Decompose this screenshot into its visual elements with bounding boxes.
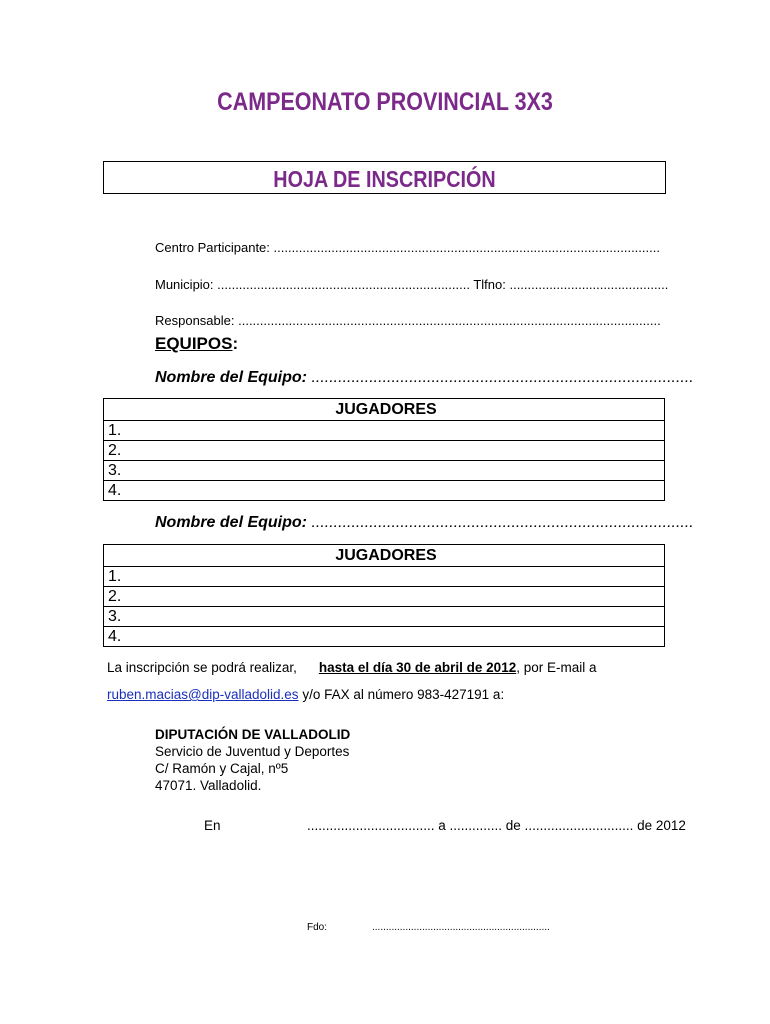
player-row[interactable]: 2. (104, 441, 665, 461)
team-name-dots: ...................................................................................... (307, 369, 694, 386)
player-row[interactable]: 2. (104, 587, 665, 607)
email-link[interactable]: ruben.macias@dip-valladolid.es (107, 687, 299, 702)
inscripcion-lead: La inscripción se podrá realizar, (107, 660, 297, 675)
date-place-field[interactable]: .................................. a .............. de ............................. de 2012 (307, 818, 686, 833)
subtitle-box (103, 161, 666, 194)
team-name-label: Nombre del Equipo: (155, 514, 307, 531)
city: 47071. Valladolid. (155, 778, 262, 793)
equipos-label: EQUIPOS (155, 334, 233, 353)
fax-text: y/o FAX al número 983-427191 a: (298, 687, 505, 702)
inscripcion-line (107, 660, 597, 675)
deadline-text: hasta el día 30 de abril de 2012 (318, 660, 517, 675)
team-name-label: Nombre del Equipo: (155, 369, 307, 386)
team-1-name-field[interactable] (155, 369, 694, 387)
team-2-players-table (103, 544, 665, 647)
inscripcion-after: , por E-mail a (516, 660, 597, 675)
contact-line (107, 687, 504, 702)
player-row[interactable]: 1. (104, 567, 665, 587)
players-header: JUGADORES (104, 545, 665, 567)
en-label: En (204, 818, 221, 833)
equipos-heading (155, 334, 238, 354)
player-row[interactable]: 1. (104, 421, 665, 441)
player-row[interactable]: 3. (104, 607, 665, 627)
team-1-players-table (103, 398, 665, 501)
street: C/ Ramón y Cajal, nº5 (155, 761, 289, 776)
players-header: JUGADORES (104, 399, 665, 421)
form-title: HOJA DE INSCRIPCIÓN (273, 166, 496, 192)
fdo-label: Fdo: (307, 922, 328, 933)
player-row[interactable]: 3. (104, 461, 665, 481)
address-block (155, 726, 350, 794)
org-name: DIPUTACIÓN DE VALLADOLID (155, 727, 351, 742)
main-title: CAMPEONATO PROVINCIAL 3X3 (217, 88, 553, 116)
responsable-field[interactable]: Responsable: ..................................................................................................................... (155, 313, 661, 328)
municipio-field[interactable]: Municipio: ...................................................................... Tlfno: ............................................ (155, 277, 669, 292)
player-row[interactable]: 4. (104, 627, 665, 647)
equipos-colon: : (232, 334, 239, 353)
player-row[interactable]: 4. (104, 481, 665, 501)
team-name-dots: ...................................................................................... (307, 514, 694, 531)
team-2-name-field[interactable] (155, 514, 694, 532)
signature-field[interactable]: ................................................................ (372, 922, 550, 933)
service-name: Servicio de Juventud y Deportes (155, 744, 350, 759)
centro-field[interactable]: Centro Participante: ........................................................................................................... (155, 240, 660, 255)
